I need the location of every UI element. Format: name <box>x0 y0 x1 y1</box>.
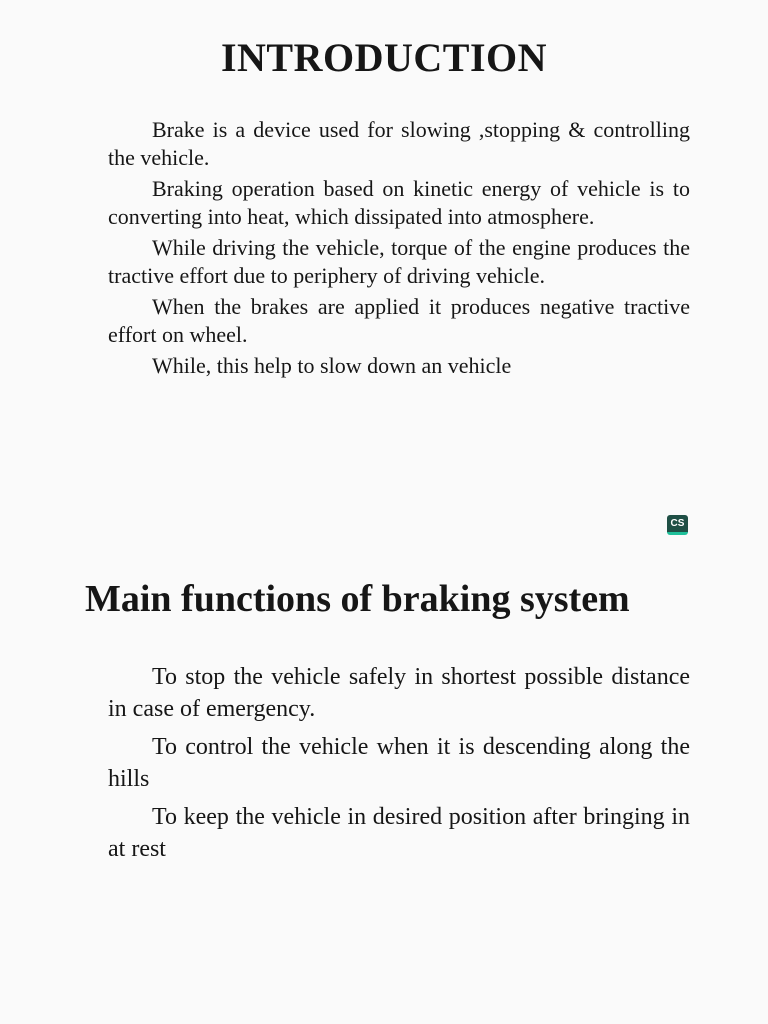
introduction-title: INTRODUCTION <box>220 35 548 80</box>
intro-paragraph: When the brakes are applied it produces negative tractive effort on wheel. <box>108 294 690 347</box>
functions-section <box>108 661 690 871</box>
intro-paragraph: Brake is a device used for slowing ,stopping & controlling the vehicle. <box>108 117 690 170</box>
intro-paragraph: While, this help to slow down an vehicle <box>152 353 512 378</box>
function-paragraph: To keep the vehicle in desired position after bringing in at rest <box>108 804 690 862</box>
camscanner-logo: CS <box>667 515 688 535</box>
function-paragraph: To stop the vehicle safely in shortest possible distance in case of emergency. <box>108 664 690 722</box>
intro-paragraph: While driving the vehicle, torque of the engine produces the tractive effort due to periphery of driving vehicle. <box>108 235 690 288</box>
function-paragraph: To control the vehicle when it is descending along the hills <box>108 734 690 792</box>
introduction-section <box>108 116 690 384</box>
intro-paragraph: Braking operation based on kinetic energy of vehicle is to converting into heat, which dissipated into atmosphere. <box>108 176 690 229</box>
main-functions-title: Main functions of braking system <box>85 578 630 620</box>
